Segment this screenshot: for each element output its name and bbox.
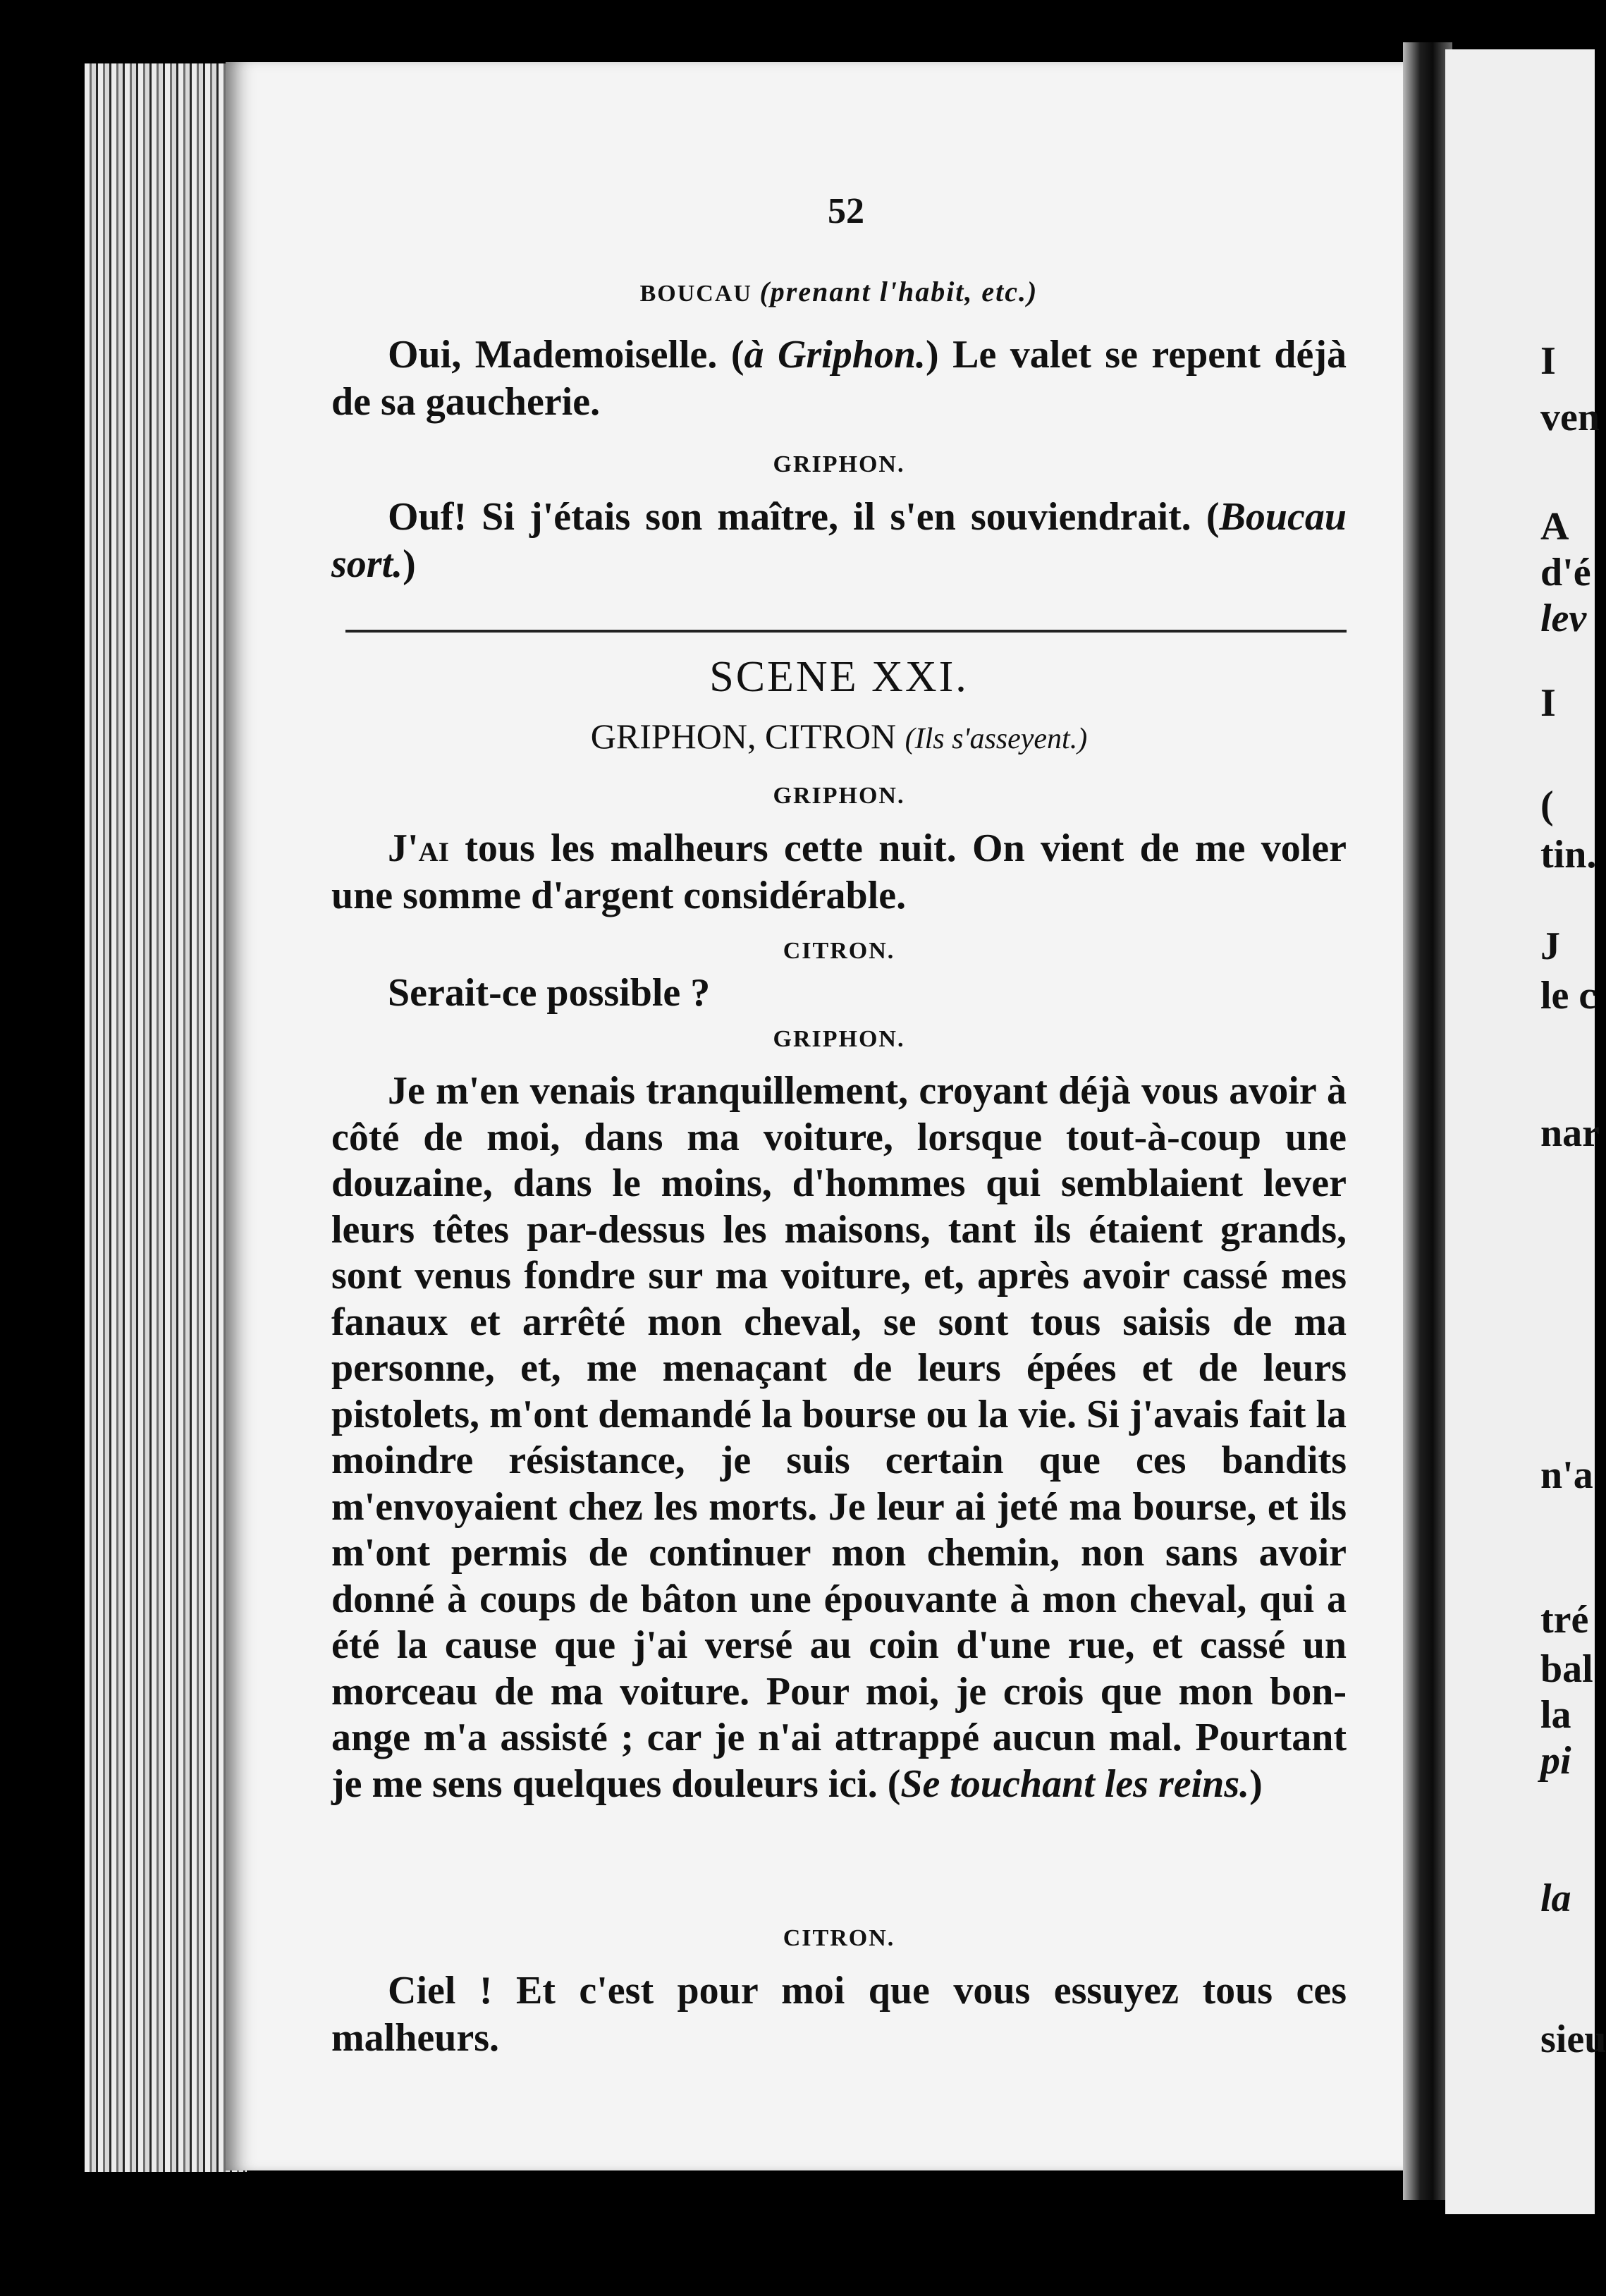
- speaker-heading: GRIPHON.: [773, 783, 905, 809]
- facing-page-fragment: (: [1540, 783, 1554, 827]
- text-segment: Ouf! Si j'étais son maître, il s'en souviendrait. (: [388, 495, 1220, 539]
- dialogue-paragraph: [331, 494, 1347, 588]
- text-segment: ): [1249, 1761, 1263, 1806]
- scene-title: SCENE XXI.: [709, 653, 969, 701]
- facing-page-fragment: sieu: [1540, 2017, 1606, 2061]
- facing-page-fragment: lev: [1540, 597, 1587, 640]
- aside-text: Boucau sort.: [331, 495, 1347, 586]
- text-segment: tous les malheurs cette nuit. On vient de me voler une somme d'argent considérable.: [331, 826, 1347, 917]
- direction-text: (prenant l'habit, etc.): [759, 276, 1038, 307]
- dialogue-paragraph: Ciel ! Et c'est pour moi que vous essuyez tous ces malheurs.: [331, 1969, 1347, 2060]
- section-divider: [345, 630, 1347, 633]
- speaker-heading: CITRON.: [783, 1925, 895, 1951]
- facing-page-fragment: I: [1540, 339, 1556, 383]
- facing-page-fragment: la: [1540, 1876, 1571, 1920]
- speaker-name: BOUCAU: [639, 281, 752, 307]
- text-segment: ) Le valet se repent déjà de sa gaucherie.: [331, 333, 1347, 424]
- dialogue-paragraph: [331, 1068, 1347, 1807]
- dropcap-text: J'ai: [388, 826, 449, 870]
- speaker-heading: CITRON.: [783, 938, 895, 964]
- facing-page-fragment: ven: [1540, 396, 1600, 439]
- page-number: 52: [828, 191, 864, 231]
- stage-direction: [331, 275, 1347, 308]
- facing-page-fragment: d'é: [1540, 551, 1591, 594]
- text-segment: Oui, Mademoiselle. (: [388, 333, 744, 377]
- facing-page-fragment: I: [1540, 681, 1556, 725]
- dialogue-paragraph: [331, 331, 1347, 426]
- direction-text: (Ils s'asseyent.): [905, 723, 1088, 755]
- dialogue-paragraph: [331, 825, 1347, 920]
- facing-page-fragment: tré: [1540, 1598, 1589, 1642]
- aside-text: Se touchant les reins.: [900, 1761, 1250, 1806]
- scene-characters: [331, 716, 1347, 757]
- dialogue-paragraph: Serait-ce possible ?: [388, 971, 711, 1015]
- facing-page-fragment: J: [1540, 924, 1560, 968]
- text-segment: ): [403, 542, 416, 586]
- character-list: GRIPHON, CITRON: [590, 716, 897, 756]
- facing-page-fragment: pi: [1540, 1739, 1571, 1783]
- facing-page-fragment: n'a: [1540, 1453, 1593, 1497]
- page-edges: [85, 63, 247, 2172]
- speaker-heading: GRIPHON.: [773, 451, 905, 477]
- text-segment: Je m'en venais tranquillement, croyant déjà vous avoir à côté de moi, dans ma voiture, lorsque tout-à-coup une douzaine, dans le moins, d'hommes qui semblaient lever leurs têtes par-dessus les maisons, tant ils étaient grands, sont venus fondre sur ma voiture, et, après avoir cassé mes fanaux et arrêté mon cheval, se sont tous saisis de ma personne, et, me menaçant de leurs épées et de leurs pistolets, m'ont demandé la bourse ou la vie. Si j'avais fait la moindre résistance, je suis certain que ces bandits m'envoyaient chez les morts. Je leur ai jeté ma bourse, et ils m'ont permis de continuer mon chemin, non sans avoir donné à coups de bâton une épouvante à mon cheval, qui a été la cause que j'ai versé au coin d'une rue, et cassé un morceau de ma voiture. Pour moi, je crois que mon bon-ange m'a assisté ; car je n'ai attrappé aucun mal. Pourtant je me sens quelques douleurs ici. (: [331, 1069, 1347, 1806]
- facing-page-fragment: le c: [1540, 974, 1597, 1018]
- aside-text: à Griphon.: [744, 333, 926, 377]
- facing-page-fragment: bal: [1540, 1647, 1593, 1691]
- facing-page-fragment: tin.: [1540, 833, 1597, 877]
- facing-page-fragment: A: [1540, 505, 1569, 549]
- facing-page-fragment: la: [1540, 1693, 1571, 1737]
- speaker-heading: GRIPHON.: [773, 1026, 905, 1052]
- facing-page-fragment: nar: [1540, 1111, 1600, 1155]
